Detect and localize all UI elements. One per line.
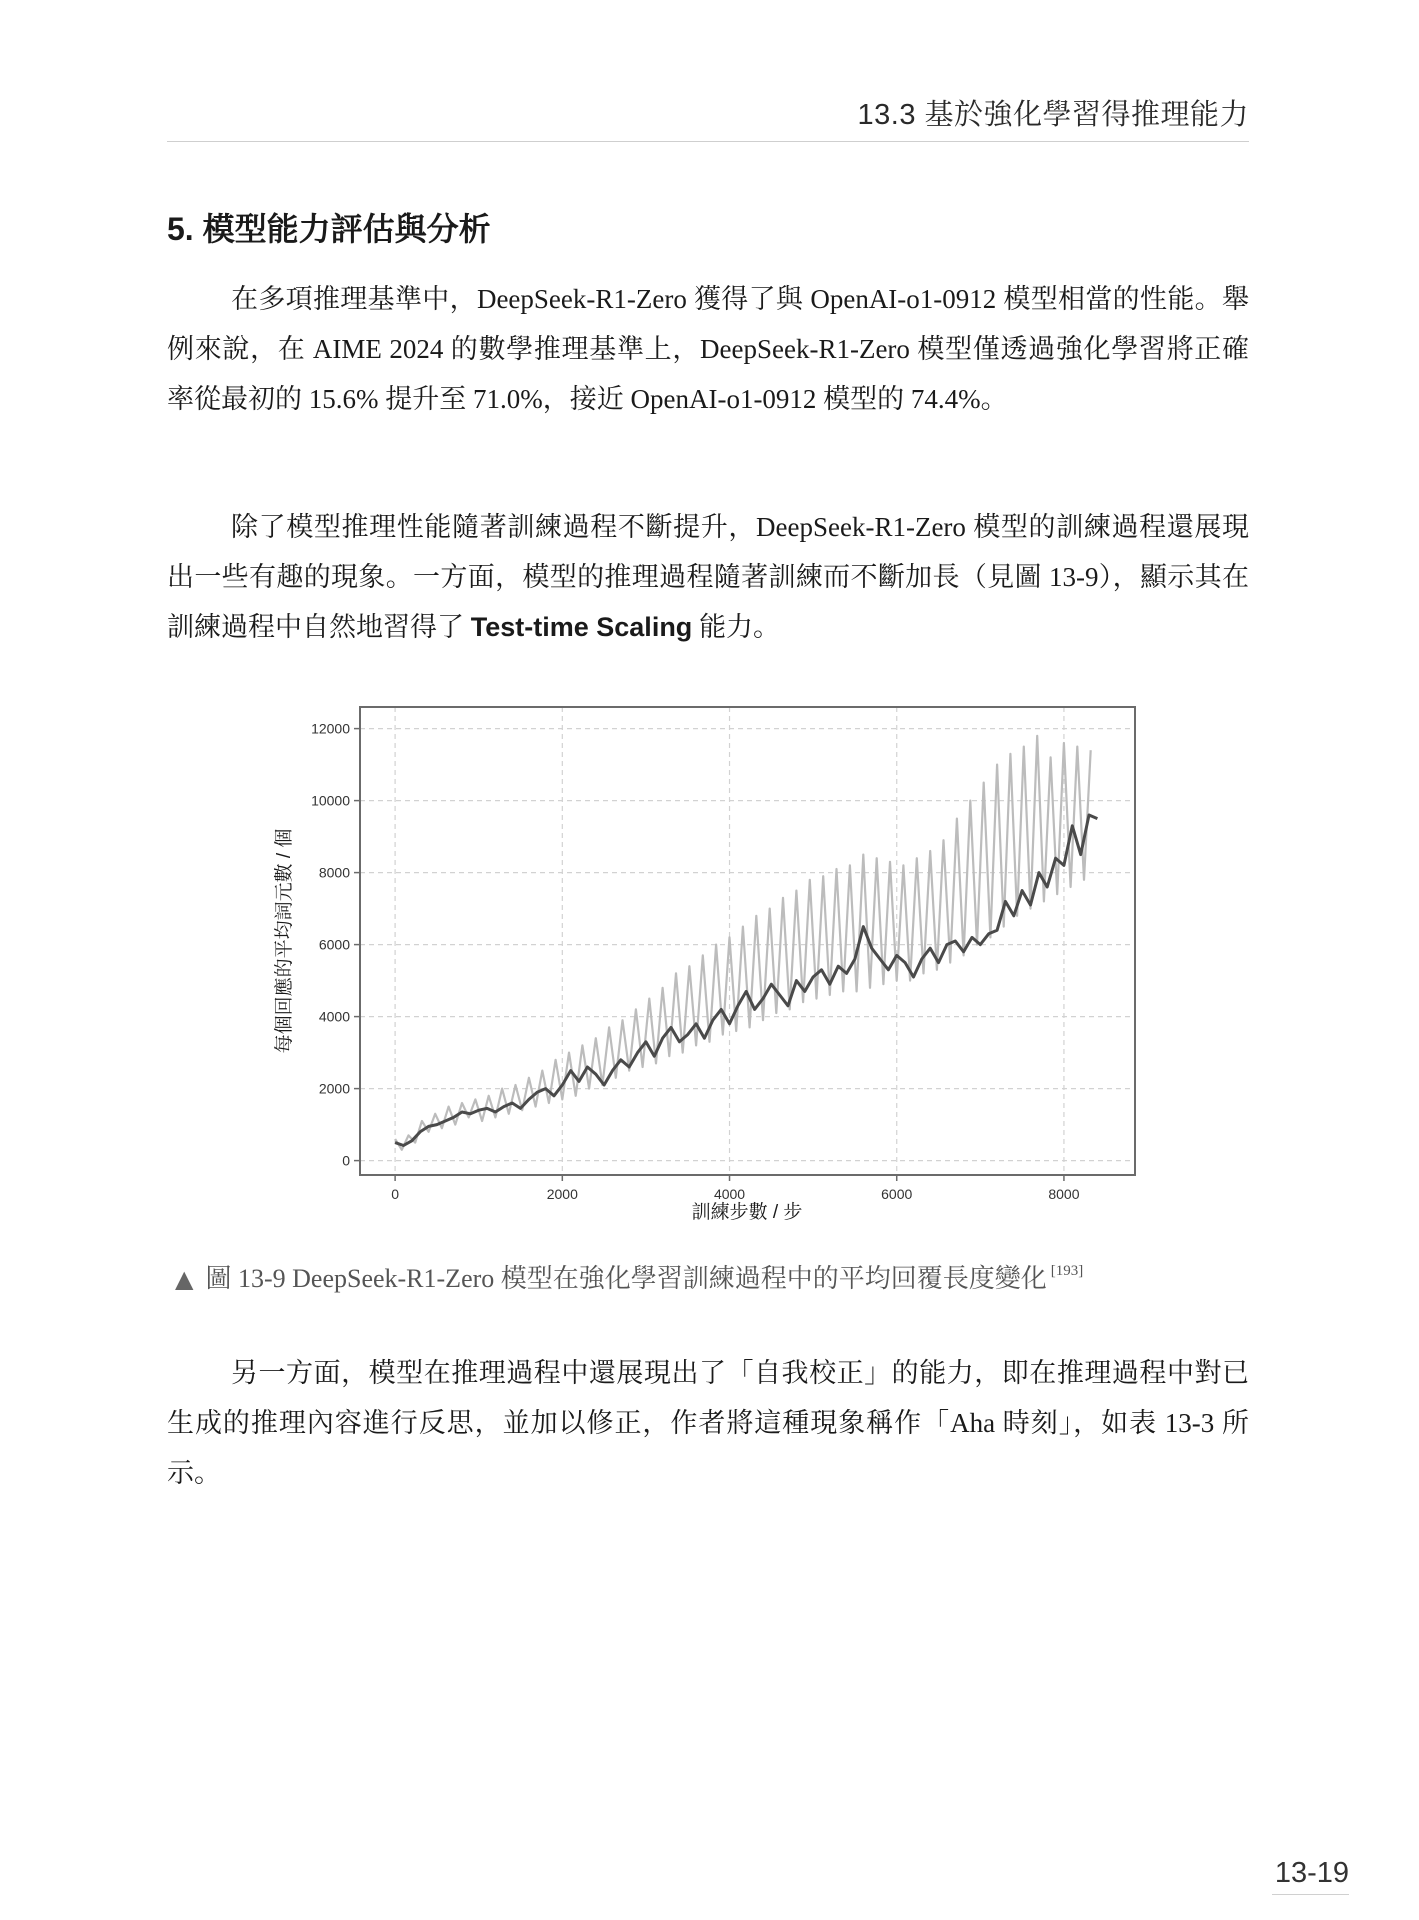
y-tick-label: 12000 — [311, 720, 350, 737]
x-tick-label: 0 — [391, 1186, 400, 1202]
chart-series — [395, 736, 1097, 1150]
y-tick-label: 6000 — [318, 936, 350, 953]
footer-divider — [1272, 1894, 1349, 1895]
series-raw-line — [395, 736, 1091, 1150]
figure-13-9 — [270, 695, 1150, 1235]
x-tick-label: 4000 — [713, 1186, 746, 1202]
section-heading: 5. 模型能力評估與分析 — [167, 211, 491, 247]
paragraph-2-text: 除了模型推理性能隨著訓練過程不斷提升，DeepSeek-R1-Zero 模型的訓練過程還展現出一些有趣的現象。一方面，模型的推理過程隨著訓練而不斷加長（見圖 13-9），顯示其在訓練過程中自然地習得了 — [167, 512, 1249, 642]
y-axis-label: 每個回應的平均詞元數 / 個 — [274, 828, 295, 1054]
caption-text: 圖 13-9 DeepSeek-R1-Zero 模型在強化學習訓練過程中的平均回覆長度變化 — [205, 1264, 1047, 1293]
y-tick-label: 4000 — [318, 1008, 350, 1025]
x-axis-label: 訓練步數 / 步 — [691, 1202, 803, 1223]
y-tick-label: 2000 — [318, 1080, 350, 1097]
page-number: 13-19 — [1274, 1857, 1349, 1889]
paragraph-3: 另一方面，模型在推理過程中還展現出了「自我校正」的能力，即在推理過程中對已生成的推理內容進行反思，並加以修正，作者將這種現象稱作「Aha 時刻」，如表 13-3 所示。 — [167, 1358, 1249, 1488]
caption-triangle-icon: ▲ — [175, 1265, 194, 1293]
x-tick-label: 8000 — [1048, 1186, 1080, 1202]
response-length-chart — [270, 695, 1150, 1235]
paragraph-2 — [167, 502, 1249, 652]
caption-citation: [193] — [1050, 1263, 1084, 1279]
x-tick-label: 2000 — [546, 1186, 578, 1202]
y-tick-label: 0 — [342, 1152, 350, 1169]
paragraph-2-tail: 能力。 — [692, 612, 781, 642]
running-header: 13.3 基於強化學習得推理能力 — [857, 99, 1249, 131]
header-divider — [167, 141, 1249, 142]
y-tick-label: 10000 — [311, 792, 350, 809]
paragraph-2-term: Test-time Scaling — [470, 612, 693, 642]
x-tick-label: 6000 — [881, 1186, 913, 1202]
paragraph-1: 在多項推理基準中，DeepSeek-R1-Zero 獲得了與 OpenAI-o1-0912 模型相當的性能。舉例來說，在 AIME 2024 的數學推理基準上，DeepSeek-R1-Zero 模型僅透過強化學習將正確率從最初的 15.6% 提升至 71.0%，接近 OpenAI-o1-0912 模型的 74.4%。 — [167, 284, 1249, 414]
y-tick-label: 8000 — [318, 864, 350, 881]
figure-caption — [175, 1258, 1083, 1295]
